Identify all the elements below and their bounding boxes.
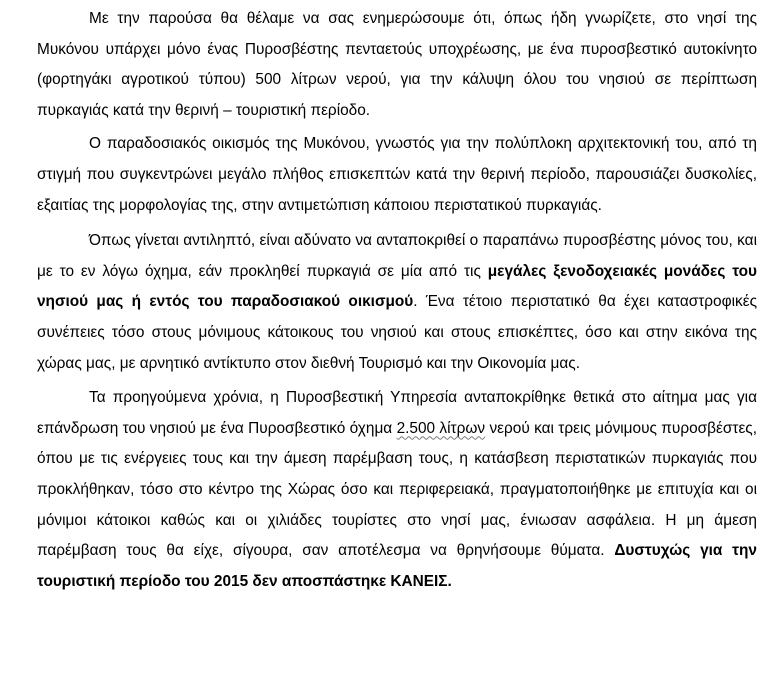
paragraph-traditional-settlement [37, 129, 757, 221]
bold-emphasis: μεγάλες ξενοδοχειακές μονάδες του νησιού μας ή εντός του παραδοσιακού οικισμού [37, 262, 758, 311]
paragraph-text: Ο παραδοσιακός οικισμός της Μυκόνου, γνωστός για την πολύπλοκη αρχιτεκτονική του, από τη στιγμή που συγκεντρώνει μεγάλο πλήθος επισκεπτών κατά την θερινή περίοδο, παρουσιάζει δυσκολίες, εξαιτίας της μορφολογίας της, στην αντιμετώπιση κάποιου περιστατικού πυρκαγιάς. [37, 135, 757, 214]
spellcheck-marked-text: 2.500 λίτρων [396, 419, 486, 437]
paragraph-text: Τα προηγούμενα χρόνια, η Πυροσβεστική Υπηρεσία ανταποκρίθηκε θετικά στο αίτημα μας για επάνδρωση του νησιού με ένα Πυροσβεστικό όχημα [37, 389, 757, 437]
paragraph-text: Με την παρούσα θα θέλαμε να σας ενημερώσουμε ότι, όπως ήδη γνωρίζετε, στο νησί της Μυκόνου υπάρχει μόνο ένας Πυροσβέστης πενταετούς υποχρέωσης, με ένα πυροσβεστικό αυτοκίνητο (φορτηγάκι αγροτικού τύπου) 500 λίτρων νερού, για την κάλυψη όλου του νησιού σε περίπτωση πυρκαγιάς κατά την θερινή – τουριστική περίοδο. [37, 10, 757, 119]
paragraph-text: Όπως γίνεται αντιληπτό, είναι αδύνατο να ανταποκριθεί ο παραπάνω πυροσβέστης μόνος του, και με το εν λόγω όχημα, εάν προκληθεί πυρκαγιά σε μία από τις [37, 232, 757, 280]
paragraph-risk-assessment [37, 226, 757, 379]
document-page [37, 0, 757, 597]
paragraph-text: . Ένα τέτοιο περιστατικό θα έχει καταστροφικές συνέπειες τόσο στους μόνιμους κάτοικους του νησιού και στους επισκέπτες, όσο και στην εικόνα της χώρας μας, με αρνητικό αντίκτυπο στον διεθνή Τουρισμό και την Οικονομία μας. [37, 293, 757, 372]
paragraph-previous-years [37, 383, 757, 597]
paragraph-fire-fighter-status [37, 0, 757, 126]
bold-emphasis: Δυστυχώς για την τουριστική περίοδο του 2015 δεν αποσπάστηκε ΚΑΝΕΙΣ. [37, 542, 757, 590]
paragraph-text: νερού και τρεις μόνιμους πυροσβέστες, όπου με τις ενέργειες τους και την άμεση παρέμβαση τους, η κατάσβεση περιστατικών πυρκαγιάς που προκλήθηκαν, τόσο στο κέντρο της Χώρας όσο και περιφερειακά, πραγματοποιήθηκε με επιτυχία και οι μόνιμοι κάτοικοι καθώς και οι χιλιάδες τουρίστες στο νησί μας, ένιωσαν ασφάλεια. Η μη άμεση παρέμβαση τους θα είχε, σίγουρα, σαν αποτέλεσμα να θρηνήσουμε θύματα. [37, 419, 757, 560]
